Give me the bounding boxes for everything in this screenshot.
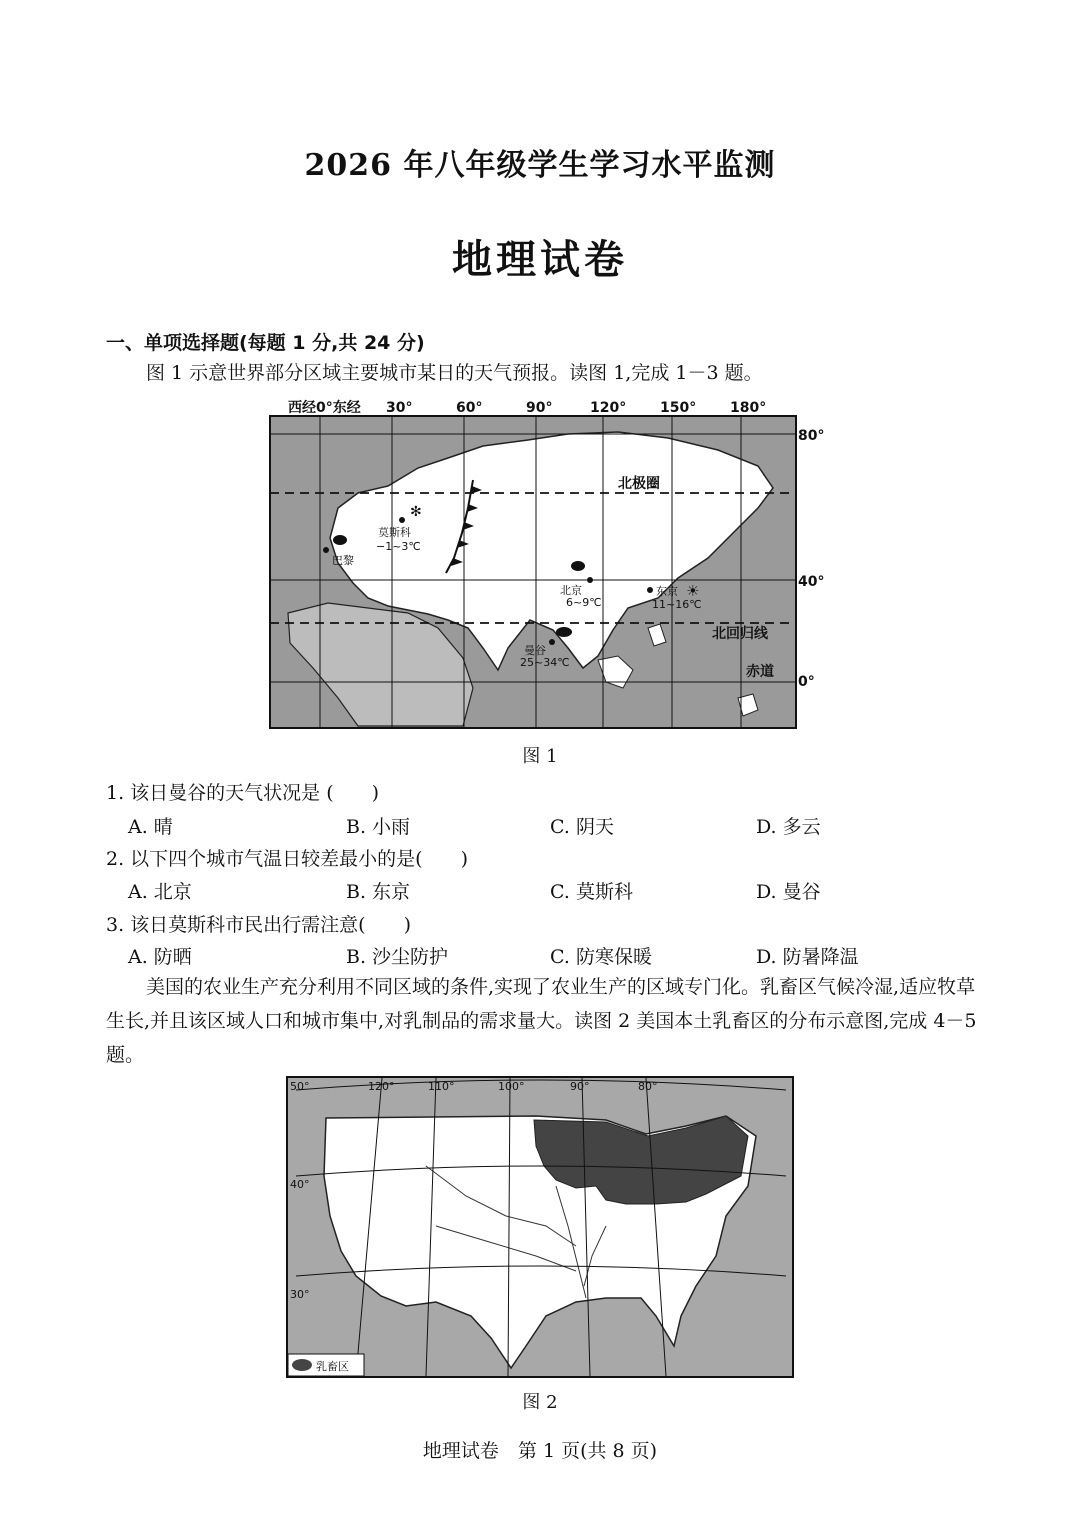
q2-option-a[interactable]: A. 北京 bbox=[128, 881, 192, 903]
lat2-label-50: 50° bbox=[290, 1080, 310, 1093]
beijing-temp: 6~9℃ bbox=[566, 596, 602, 609]
lat-label-0: 0° bbox=[798, 674, 815, 690]
lon-label-60: 60° bbox=[456, 400, 483, 416]
lat2-label-40: 40° bbox=[290, 1178, 310, 1191]
tokyo-dot bbox=[647, 587, 653, 593]
lon-label-90: 90° bbox=[526, 400, 553, 416]
lon-label-180: 180° bbox=[730, 400, 767, 416]
paris-name: 巴黎 bbox=[332, 554, 354, 567]
legend-label: 乳畜区 bbox=[316, 1360, 349, 1373]
lon-label-0: 西经0°东经 bbox=[288, 400, 361, 416]
arctic-circle-label: 北极圈 bbox=[618, 476, 660, 492]
legend-swatch bbox=[292, 1359, 312, 1371]
rain-cloud-icon bbox=[333, 535, 347, 545]
section-heading: 一、单项选择题(每题 1 分,共 24 分) bbox=[106, 332, 425, 354]
q2-option-b[interactable]: B. 东京 bbox=[346, 881, 411, 903]
section-intro: 图 1 示意世界部分区域主要城市某日的天气预报。读图 1,完成 1－3 题。 bbox=[146, 362, 763, 384]
subject-title: 地理试卷 bbox=[452, 236, 628, 283]
figure1-caption: 图 1 bbox=[522, 746, 558, 767]
equator-label: 赤道 bbox=[746, 664, 774, 680]
lat-label-40: 40° bbox=[798, 574, 825, 590]
moscow-dot bbox=[399, 517, 405, 523]
q1-option-b[interactable]: B. 小雨 bbox=[346, 816, 411, 838]
rain-cloud-icon-beijing bbox=[571, 561, 585, 571]
q3-option-c[interactable]: C. 防寒保暖 bbox=[550, 946, 652, 968]
bangkok-name: 曼谷 bbox=[524, 644, 546, 657]
sun-icon: ☀ bbox=[686, 582, 700, 600]
q3-option-a[interactable]: A. 防晒 bbox=[128, 946, 192, 968]
exam-title: 2026 年八年级学生学习水平监测 bbox=[304, 148, 776, 183]
lon2-label-110: 110° bbox=[428, 1080, 455, 1093]
cloud-icon-bangkok bbox=[556, 627, 572, 637]
figure2-caption: 图 2 bbox=[522, 1392, 558, 1413]
page-footer: 地理试卷 第 1 页(共 8 页) bbox=[422, 1440, 658, 1462]
q3-option-b[interactable]: B. 沙尘防护 bbox=[346, 946, 449, 968]
lon2-label-100: 100° bbox=[498, 1080, 525, 1093]
lat2-label-30: 30° bbox=[290, 1288, 310, 1301]
lon2-label-90: 90° bbox=[570, 1080, 590, 1093]
q1-option-a[interactable]: A. 晴 bbox=[128, 816, 173, 838]
figure1-map bbox=[268, 398, 828, 734]
q2-option-d[interactable]: D. 曼谷 bbox=[756, 881, 821, 903]
moscow-name: 莫斯科 bbox=[378, 526, 411, 539]
q3-option-d[interactable]: D. 防暑降温 bbox=[756, 946, 859, 968]
tropic-label: 北回归线 bbox=[712, 626, 768, 642]
moscow-temp: −1~3℃ bbox=[376, 540, 421, 553]
question-3-stem: 3. 该日莫斯科市民出行需注意( ) bbox=[106, 914, 411, 936]
beijing-name: 北京 bbox=[560, 584, 582, 597]
lat-label-80: 80° bbox=[798, 428, 825, 444]
lon-label-30: 30° bbox=[386, 400, 413, 416]
question-2-stem: 2. 以下四个城市气温日较差最小的是( ) bbox=[106, 848, 468, 870]
paris-dot bbox=[323, 547, 329, 553]
tokyo-name: 东京 bbox=[656, 585, 678, 598]
tokyo-temp: 11~16℃ bbox=[652, 598, 702, 611]
lon-label-120: 120° bbox=[590, 400, 627, 416]
q2-option-c[interactable]: C. 莫斯科 bbox=[550, 881, 633, 903]
bangkok-temp: 25~34℃ bbox=[520, 656, 570, 669]
q1-option-c[interactable]: C. 阴天 bbox=[550, 816, 614, 838]
figure2-map bbox=[286, 1076, 796, 1380]
snow-icon: ✻ bbox=[410, 504, 422, 520]
beijing-dot bbox=[587, 577, 593, 583]
lon2-label-120: 120° bbox=[368, 1080, 395, 1093]
question-1-stem: 1. 该日曼谷的天气状况是 ( ) bbox=[106, 782, 380, 804]
lon-label-150: 150° bbox=[660, 400, 697, 416]
bangkok-dot bbox=[549, 639, 555, 645]
lon2-label-80: 80° bbox=[638, 1080, 658, 1093]
passage-2: 美国的农业生产充分利用不同区域的条件,实现了农业生产的区域专门化。乳畜区气候冷湿,适应牧草生长,并且该区域人口和城市集中,对乳制品的需求量大。读图 2 美国本土乳畜区的分布示意图,完成 4－5 题。 bbox=[106, 976, 977, 1066]
q1-option-d[interactable]: D. 多云 bbox=[756, 816, 821, 838]
